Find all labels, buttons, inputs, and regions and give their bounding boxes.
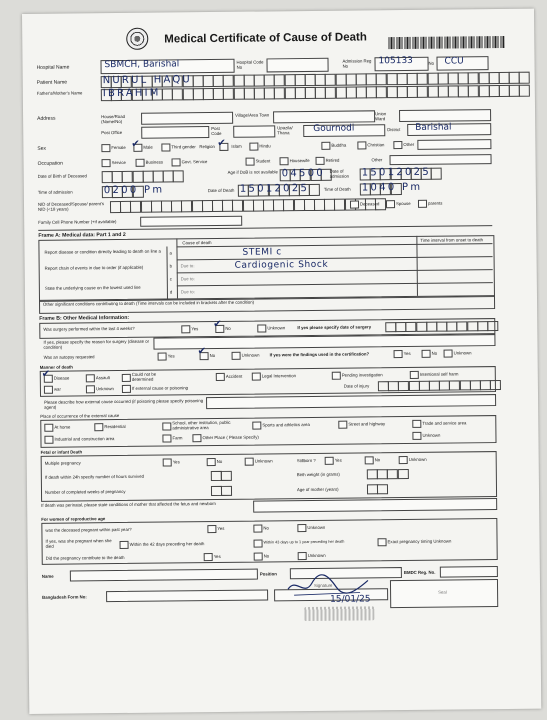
sex-third-gender-label: Third gender bbox=[171, 144, 196, 150]
due-to-label: Due to: bbox=[180, 263, 195, 269]
mother-age-label: Age of mother (years) bbox=[296, 486, 339, 493]
place-title: Place of occurrence of the external cause bbox=[40, 413, 120, 419]
occupation-label: Occupation bbox=[37, 160, 63, 167]
check-mark-icon: ✔ bbox=[131, 138, 140, 150]
pregnant-unknown-checkbox[interactable] bbox=[297, 524, 306, 532]
cause-column-header: Cause of death bbox=[182, 240, 212, 246]
describe-external-label: Please describe how external cause occurred (if poisoning please specify poisoning agent) bbox=[44, 398, 204, 410]
parent-name-value: IBRAHIM bbox=[102, 87, 161, 100]
occupation-retired-checkbox[interactable] bbox=[316, 157, 325, 165]
patient-name-value: NURUL HAQU bbox=[102, 74, 192, 87]
manner-legal-label: Legal Intervention bbox=[261, 373, 297, 379]
religion-islam-label: Islam bbox=[231, 143, 242, 149]
women-title: For women of reproductive age bbox=[41, 516, 106, 522]
occupation-student-checkbox[interactable] bbox=[246, 158, 255, 166]
cause-row1-label: Report disease or condition directly leading to death on line a bbox=[44, 248, 161, 255]
occupation-housewife-checkbox[interactable] bbox=[280, 157, 289, 165]
occupation-student-label: Student bbox=[255, 158, 271, 164]
stillborn-yes-checkbox[interactable] bbox=[325, 457, 334, 465]
part-b-title: Frame B: Other Medical Information: bbox=[39, 314, 130, 322]
upazila-label: Upazila/ Thana bbox=[277, 125, 293, 136]
death-date-value: 15012025 bbox=[239, 183, 310, 195]
nid-parents-label: parents bbox=[427, 200, 443, 206]
sex-label: Sex bbox=[37, 145, 47, 152]
village-label: Village/Area Town bbox=[235, 112, 270, 118]
religion-buddha-label: Buddha bbox=[331, 142, 347, 148]
multiple-pregnancy-label: Multiple pregnancy bbox=[44, 460, 81, 466]
nid-deceased-checkbox[interactable] bbox=[350, 200, 359, 208]
autopsy-no-label: No bbox=[209, 352, 216, 359]
part-a-title: Frame A: Medical data: Part 1 and 2 bbox=[38, 231, 126, 239]
manner-assault-checkbox[interactable] bbox=[86, 374, 95, 382]
signature-date: 15/01/25 bbox=[330, 594, 371, 605]
findings-yes-label: Yes bbox=[403, 350, 411, 357]
name-field[interactable] bbox=[70, 569, 258, 582]
union-label: Union Ward bbox=[375, 111, 387, 122]
place-other-checkbox[interactable] bbox=[192, 434, 201, 442]
cause-line-b-value: Cardiogenic Shock bbox=[234, 259, 329, 271]
pregnant-unknown-label: Unknown bbox=[307, 524, 326, 531]
religion-hindu-checkbox[interactable] bbox=[249, 143, 258, 151]
religion-other-field[interactable] bbox=[417, 139, 491, 150]
admission-time-label: Time of admission bbox=[37, 189, 73, 195]
admission-reg-value: 105133 bbox=[378, 55, 413, 67]
fetal-title: Fetal or infant Death bbox=[40, 449, 83, 455]
post-office-field[interactable] bbox=[141, 126, 209, 139]
autopsy-findings-label: If yes were the findings used in the certification? bbox=[269, 351, 370, 358]
describe-external-field[interactable] bbox=[206, 394, 496, 409]
contribute-yes-checkbox[interactable] bbox=[204, 553, 213, 561]
place-school-checkbox[interactable] bbox=[162, 422, 171, 430]
contribute-question: Did the pregnancy contribute to the death bbox=[45, 554, 125, 561]
dob-label: Date of Birth of Deceased bbox=[37, 173, 87, 179]
bmdc-field[interactable] bbox=[440, 566, 498, 578]
place-other-label: Other Place ( Please Specify) bbox=[202, 434, 259, 441]
surgery-unknown-checkbox[interactable] bbox=[257, 324, 266, 332]
surgery-no-label: No bbox=[225, 325, 231, 331]
name-label: Name bbox=[41, 573, 54, 579]
phone-label: Family Cell Phone Number (+if available) bbox=[38, 219, 117, 225]
manner-accident-label: Accident bbox=[225, 373, 243, 379]
injury-date-cells[interactable] bbox=[378, 380, 501, 391]
surgery-yes-label: Yes bbox=[191, 326, 199, 332]
religion-other-label: Other bbox=[403, 141, 415, 148]
manner-unknown-checkbox[interactable] bbox=[86, 385, 95, 393]
manner-disease-label: Disease bbox=[53, 375, 70, 381]
admission-reg-label: Admission Reg No bbox=[342, 58, 372, 69]
autopsy-unknown-checkbox[interactable] bbox=[232, 352, 241, 360]
line-a-label: a bbox=[169, 250, 172, 256]
hospital-code-field[interactable] bbox=[266, 58, 328, 73]
occupation-other-field[interactable] bbox=[389, 154, 491, 165]
certificate-sheet bbox=[22, 9, 541, 714]
hospital-name-label: Hospital Name bbox=[36, 64, 70, 71]
contribute-unknown-checkbox[interactable] bbox=[298, 552, 307, 560]
place-industrial-checkbox[interactable] bbox=[44, 436, 53, 444]
weeks-pregnancy-cells[interactable] bbox=[211, 486, 232, 496]
multiple-yes-label: Yes bbox=[172, 459, 180, 465]
line-c-label: c bbox=[169, 276, 172, 282]
due-to-label: Due to: bbox=[180, 276, 195, 282]
post-office-label: Post Office bbox=[101, 129, 123, 136]
findings-unknown-label: Unknown bbox=[453, 350, 472, 356]
place-street-label: Street and highway bbox=[348, 421, 386, 427]
hospital-code-label: Hospital Code No bbox=[236, 59, 264, 70]
nid-parents-checkbox[interactable] bbox=[418, 200, 427, 208]
occupation-retired-label: Retired bbox=[325, 157, 340, 163]
autopsy-yes-checkbox[interactable] bbox=[158, 353, 167, 361]
pregnant-yes-label: Yes bbox=[217, 525, 225, 531]
mother-age-cells[interactable] bbox=[367, 484, 388, 494]
post-code-field[interactable] bbox=[233, 125, 275, 137]
manner-pending-label: Pending investigation bbox=[341, 372, 383, 378]
exact-unknown-checkbox[interactable] bbox=[378, 538, 387, 546]
hours-survived-cells[interactable] bbox=[211, 471, 232, 481]
house-road-field[interactable] bbox=[141, 112, 233, 125]
religion-christian-checkbox[interactable] bbox=[357, 141, 366, 149]
autopsy-unknown-label: Unknown bbox=[241, 352, 260, 358]
multiple-unknown-label: Unknown bbox=[254, 458, 273, 464]
perinatal-field[interactable] bbox=[253, 498, 497, 513]
dob-cells[interactable] bbox=[102, 170, 184, 183]
manner-legal-checkbox[interactable] bbox=[252, 373, 261, 381]
pregnant-no-checkbox[interactable] bbox=[253, 525, 262, 533]
pregnant-question: was the deceased pregnant within past year? bbox=[45, 526, 132, 533]
place-school-label: School, other institution, public administrative area bbox=[172, 419, 231, 431]
line-b-label: b bbox=[169, 263, 173, 269]
place-trade-label: Trade and service area bbox=[422, 420, 467, 426]
manner-war-label: war bbox=[53, 386, 61, 392]
place-home-checkbox[interactable] bbox=[44, 424, 53, 432]
doctor-stamp bbox=[304, 606, 374, 621]
ward-no-label: No bbox=[428, 60, 435, 66]
religion-other-checkbox[interactable] bbox=[393, 141, 402, 149]
manner-selfharm-label: Intentional self harm bbox=[419, 371, 459, 377]
manner-undetermined-checkbox[interactable] bbox=[122, 374, 131, 382]
nid-cells[interactable] bbox=[110, 198, 386, 213]
religion-label: Religion bbox=[199, 143, 215, 150]
birth-weight-label: Birth weight (in grams) bbox=[296, 471, 340, 478]
manner-undetermined-label: Could not be determined bbox=[131, 371, 157, 382]
surgery-question: Was surgery performed within the last 4 weeks? bbox=[43, 325, 135, 332]
external-cause-checkbox[interactable] bbox=[122, 385, 131, 393]
hospital-name-value: SBMCH, Barishal bbox=[104, 59, 180, 71]
stillborn-no-checkbox[interactable] bbox=[365, 456, 374, 464]
surgery-yes-checkbox[interactable] bbox=[181, 325, 190, 333]
contribute-no-label: No bbox=[263, 553, 270, 559]
sex-female-checkbox[interactable] bbox=[101, 144, 110, 152]
occupation-service-checkbox[interactable] bbox=[102, 159, 111, 167]
other-conditions-label: Other significant conditions contributing to death (Time intervals can be included in brackets after the condition) bbox=[43, 299, 255, 307]
upazila-value: Gournodi bbox=[313, 123, 355, 134]
birth-weight-cells[interactable] bbox=[367, 469, 408, 479]
occupation-housewife-label: Housewife bbox=[289, 157, 310, 164]
nid-label: NID of Deceased/Spouse/ parent's NID (<18 years) bbox=[37, 201, 105, 212]
check-mark-icon: ✔ bbox=[197, 346, 206, 358]
religion-christian-label: Christian bbox=[367, 142, 385, 148]
position-label: Position bbox=[259, 571, 277, 577]
manner-assault-label: Assault bbox=[95, 375, 110, 381]
admission-date-value: 15012025 bbox=[361, 166, 432, 179]
stillborn-unknown-checkbox[interactable] bbox=[399, 456, 408, 464]
sex-female-label: Female bbox=[111, 144, 126, 151]
multiple-yes-checkbox[interactable] bbox=[163, 458, 172, 466]
death-time-label: Time of Death bbox=[323, 186, 351, 192]
perinatal-label: If death was perinatal, please state conditions of mother that affected the fetus and newborn bbox=[41, 500, 216, 508]
admission-date-label: Date of admission bbox=[329, 168, 350, 179]
nid-spouse-label: Spouse bbox=[395, 200, 411, 207]
signature-label: Signature bbox=[313, 582, 333, 588]
nid-deceased-label: Deceased bbox=[359, 201, 380, 207]
phone-field[interactable] bbox=[140, 216, 242, 227]
multiple-no-label: No bbox=[216, 458, 223, 464]
place-unknown-checkbox[interactable] bbox=[412, 432, 421, 440]
manner-unknown-label: Unknown bbox=[95, 386, 114, 392]
place-industrial-label: Industrial and construction area bbox=[54, 436, 115, 442]
place-farm-label: Farm bbox=[172, 435, 183, 441]
age-value: 04500 bbox=[281, 167, 326, 180]
union-field[interactable] bbox=[399, 109, 491, 122]
place-residential-label: Residential bbox=[104, 423, 126, 430]
sex-male-label: Male bbox=[143, 144, 153, 150]
contribute-yes-label: Yes bbox=[213, 553, 221, 560]
surgery-date-label: If yes please specify date of surgery bbox=[297, 324, 372, 331]
manner-war-checkbox[interactable] bbox=[44, 386, 53, 394]
findings-yes-checkbox[interactable] bbox=[394, 350, 403, 358]
government-logo-icon bbox=[126, 28, 148, 50]
patient-name-label: Patient Name bbox=[36, 79, 68, 86]
district-value: Barishal bbox=[415, 122, 452, 133]
findings-no-checkbox[interactable] bbox=[422, 350, 431, 358]
external-cause-label: If external cause or poisoning bbox=[131, 385, 189, 391]
surgery-reason-label: If yes, please specify the reason for surgery (disease or condition) bbox=[43, 338, 150, 350]
place-farm-checkbox[interactable] bbox=[162, 434, 171, 442]
check-mark-icon: ✔ bbox=[217, 137, 226, 149]
check-mark-icon: ✔ bbox=[41, 368, 51, 380]
contribute-unknown-label: Unknown bbox=[307, 552, 326, 559]
place-residential-checkbox[interactable] bbox=[94, 423, 103, 431]
sex-third-gender-checkbox[interactable] bbox=[161, 143, 170, 151]
autopsy-yes-label: Yes bbox=[167, 353, 175, 359]
exact-unknown-label: Exact pregnancy timing Unknown bbox=[387, 538, 452, 545]
injury-date-label: Date of injury bbox=[343, 383, 370, 389]
stillborn-no-label: No bbox=[374, 457, 381, 463]
post-code-label: Post Code bbox=[211, 125, 222, 137]
manner-title: Manner of death bbox=[39, 364, 73, 370]
hours-survived-label: If death within 24h specify number of hours survived bbox=[44, 473, 144, 480]
manner-pending-checkbox[interactable] bbox=[332, 372, 341, 380]
village-field[interactable] bbox=[273, 110, 375, 123]
place-trade-checkbox[interactable] bbox=[412, 420, 421, 428]
multiple-no-checkbox[interactable] bbox=[207, 458, 216, 466]
address-label: Address bbox=[37, 115, 56, 122]
line-d-label: d bbox=[169, 289, 173, 295]
nid-spouse-checkbox[interactable] bbox=[386, 200, 395, 208]
pregnant-no-label: No bbox=[263, 525, 269, 531]
within42-label: Within the 42 days preceding her death bbox=[129, 541, 205, 547]
cause-line-a-value: STEMI c bbox=[242, 247, 282, 258]
admission-time-value: 0200 Pm bbox=[103, 184, 165, 197]
findings-unknown-checkbox[interactable] bbox=[444, 350, 453, 358]
stillborn-unknown-label: Unknown bbox=[408, 456, 427, 462]
pregnant-yes-checkbox[interactable] bbox=[207, 525, 216, 533]
interval-column-header: Time interval from onset to death bbox=[420, 237, 484, 243]
within43-label: Within 43 days up to 1 year preceding her death bbox=[263, 539, 345, 545]
manner-accident-checkbox[interactable] bbox=[216, 373, 225, 381]
place-home-label: At home bbox=[54, 424, 71, 430]
occupation-business-label: Business bbox=[145, 159, 164, 165]
surgery-unknown-label: Unknown bbox=[267, 325, 286, 331]
age-label: Age if DoB is not available bbox=[227, 169, 278, 175]
stillborn-label: Stillborn ? bbox=[296, 457, 316, 464]
findings-no-label: No bbox=[431, 350, 438, 356]
place-street-checkbox[interactable] bbox=[338, 421, 347, 429]
occupation-other-label: Other bbox=[371, 157, 383, 163]
barcode bbox=[388, 36, 504, 49]
house-road-label: House/Road (Name/No) bbox=[101, 113, 125, 125]
manner-selfharm-checkbox[interactable] bbox=[410, 371, 419, 379]
seal-label: Seal bbox=[438, 589, 447, 595]
bangladesh-form-field[interactable] bbox=[106, 589, 268, 602]
when-pregnant-label: If yes, was she pregnant when she died bbox=[45, 538, 112, 549]
religion-buddha-checkbox[interactable] bbox=[321, 142, 330, 150]
bmdc-label: BMDC Reg. No. bbox=[403, 569, 436, 576]
occupation-service-label: Service bbox=[111, 159, 126, 166]
occupation-govt-label: Govt. Service bbox=[181, 159, 208, 165]
parent-name-label: Father's/Mother's Name bbox=[36, 90, 83, 96]
cause-row3-label: State the underlying cause on the lowest used line bbox=[44, 284, 141, 291]
ward-value: CCU bbox=[444, 56, 464, 67]
occupation-business-checkbox[interactable] bbox=[136, 159, 145, 167]
within42-checkbox[interactable] bbox=[120, 541, 129, 549]
bangladesh-form-label: Bangladesh Form No: bbox=[42, 594, 87, 600]
stillborn-yes-label: Yes bbox=[334, 457, 342, 463]
contribute-no-checkbox[interactable] bbox=[254, 553, 263, 561]
death-date-label: Date of Death bbox=[207, 187, 235, 194]
district-label: District bbox=[387, 127, 401, 133]
multiple-unknown-checkbox[interactable] bbox=[245, 458, 254, 466]
occupation-govt-checkbox[interactable] bbox=[172, 158, 181, 166]
check-mark-icon: ✔ bbox=[213, 318, 222, 331]
surgery-date-cells[interactable] bbox=[385, 321, 497, 332]
death-time-value: 1040 Pm bbox=[361, 181, 423, 194]
place-unknown-label: Unknown bbox=[422, 432, 441, 438]
place-sports-label: Sports and athletics area bbox=[262, 422, 310, 428]
due-to-label: Due to: bbox=[180, 289, 195, 295]
form-title: Medical Certificate of Cause of Death bbox=[164, 31, 367, 46]
cause-row2-label: Report chain of events in due to order (if applicable) bbox=[44, 264, 144, 271]
place-sports-checkbox[interactable] bbox=[252, 422, 261, 430]
autopsy-question: Was an autopsy requested bbox=[43, 354, 95, 360]
religion-hindu-label: Hindu bbox=[259, 143, 271, 149]
weeks-pregnancy-label: Number of completed weeks of pregnancy bbox=[44, 488, 126, 495]
within43-checkbox[interactable] bbox=[254, 540, 263, 548]
